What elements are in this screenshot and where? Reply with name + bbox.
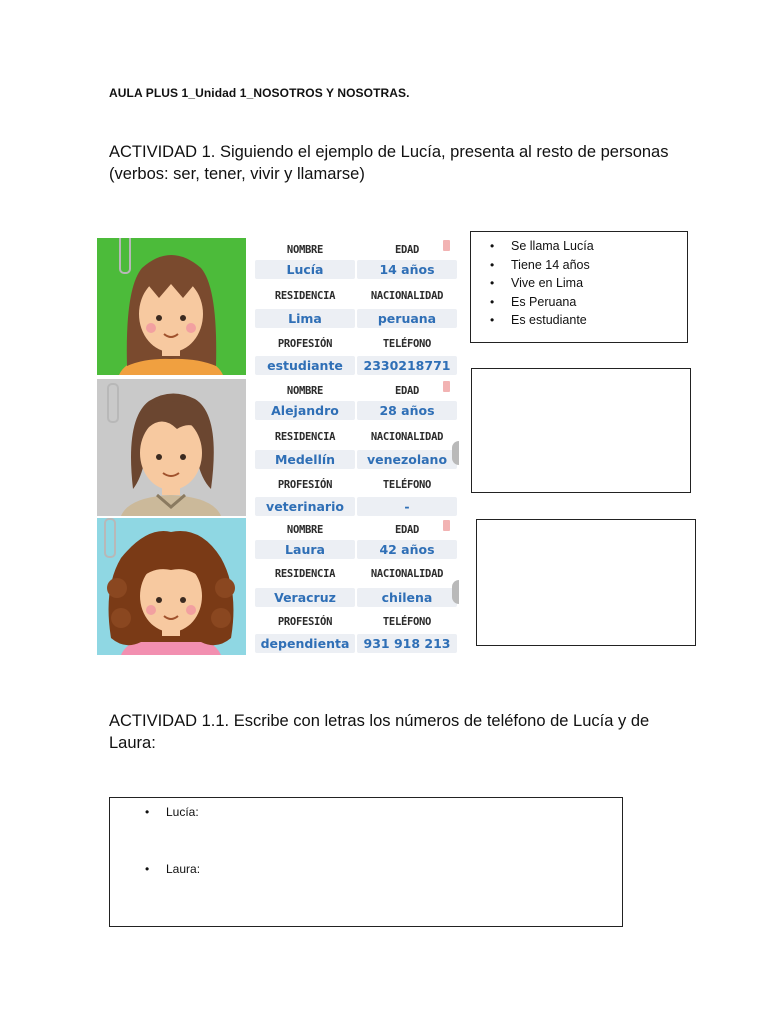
label-residence: RESIDENCIA	[274, 431, 336, 443]
value-nationality: chilena	[357, 588, 457, 607]
list-item: • Se llama Lucía	[511, 237, 687, 256]
value-age: 42 años	[357, 540, 457, 559]
value-nationality: peruana	[357, 309, 457, 328]
label-phone: TELÉFONO	[382, 338, 432, 350]
value-profession: veterinario	[255, 497, 355, 516]
list-item: • Tiene 14 años	[511, 256, 687, 275]
label-phone: TELÉFONO	[382, 479, 432, 491]
label-age: EDAD	[394, 524, 420, 536]
label-profession: PROFESIÓN	[277, 338, 333, 350]
value-profession: dependienta	[255, 634, 355, 653]
label-nationality: NACIONALIDAD	[370, 431, 444, 443]
label-residence: RESIDENCIA	[274, 568, 336, 580]
label-residence: RESIDENCIA	[274, 290, 336, 302]
label-profession: PROFESIÓN	[277, 616, 333, 628]
activity-1-instructions: ACTIVIDAD 1. Siguiendo el ejemplo de Lucía, presenta al resto de personas (verbos: ser, tener, vivir y llamarse)	[109, 143, 669, 183]
paperclip-icon	[104, 518, 116, 558]
profile-card-alejandro	[97, 379, 459, 516]
phone-answer-box[interactable]	[109, 797, 623, 927]
paperclip-icon	[107, 383, 119, 423]
list-item-laura: • Laura:	[166, 860, 622, 879]
card-fields-lucia	[250, 238, 459, 375]
value-phone: 931 918 213	[357, 634, 457, 653]
profile-card-lucia	[97, 238, 459, 375]
document-title: AULA PLUS 1_Unidad 1_NOSOTROS Y NOSOTRAS.	[109, 86, 410, 100]
value-residence: Lima	[255, 309, 355, 328]
label-phone: TELÉFONO	[382, 616, 432, 628]
list-item: • Es Peruana	[511, 293, 687, 312]
profile-card-laura	[97, 518, 459, 655]
value-nationality: venezolano	[357, 450, 457, 469]
value-residence: Medellín	[255, 450, 355, 469]
tag-icon	[443, 381, 450, 392]
value-age: 14 años	[357, 260, 457, 279]
value-profession: estudiante	[255, 356, 355, 375]
example-answer-box	[470, 231, 688, 343]
portrait-alejandro	[97, 379, 246, 516]
paperclip-icon	[119, 238, 131, 274]
value-residence: Veracruz	[255, 588, 355, 607]
list-item-lucia: • Lucía:	[166, 803, 622, 822]
list-item: • Es estudiante	[511, 311, 687, 330]
label-name: NOMBRE	[286, 385, 324, 397]
activity-1-1-instructions: ACTIVIDAD 1.1. Escribe con letras los números de teléfono de Lucía y de Laura:	[109, 712, 650, 752]
portrait-laura	[97, 518, 246, 655]
label-name: NOMBRE	[286, 244, 324, 256]
value-name: Lucía	[255, 260, 355, 279]
value-name: Alejandro	[255, 401, 355, 420]
answer-box-alejandro[interactable]	[471, 368, 691, 493]
label-profession: PROFESIÓN	[277, 479, 333, 491]
card-fields-alejandro	[250, 379, 459, 516]
card-fields-laura	[250, 518, 459, 655]
scroll-arrow-icon	[452, 580, 459, 604]
label-nationality: NACIONALIDAD	[370, 568, 444, 580]
label-nationality: NACIONALIDAD	[370, 290, 444, 302]
list-item: • Vive en Lima	[511, 274, 687, 293]
value-phone: 2330218771	[357, 356, 457, 375]
label-age: EDAD	[394, 244, 420, 256]
value-phone: -	[357, 497, 457, 516]
scroll-arrow-icon	[452, 441, 459, 465]
label-name: NOMBRE	[286, 524, 324, 536]
label-age: EDAD	[394, 385, 420, 397]
answer-box-laura[interactable]	[476, 519, 696, 646]
tag-icon	[443, 240, 450, 251]
value-name: Laura	[255, 540, 355, 559]
tag-icon	[443, 520, 450, 531]
value-age: 28 años	[357, 401, 457, 420]
